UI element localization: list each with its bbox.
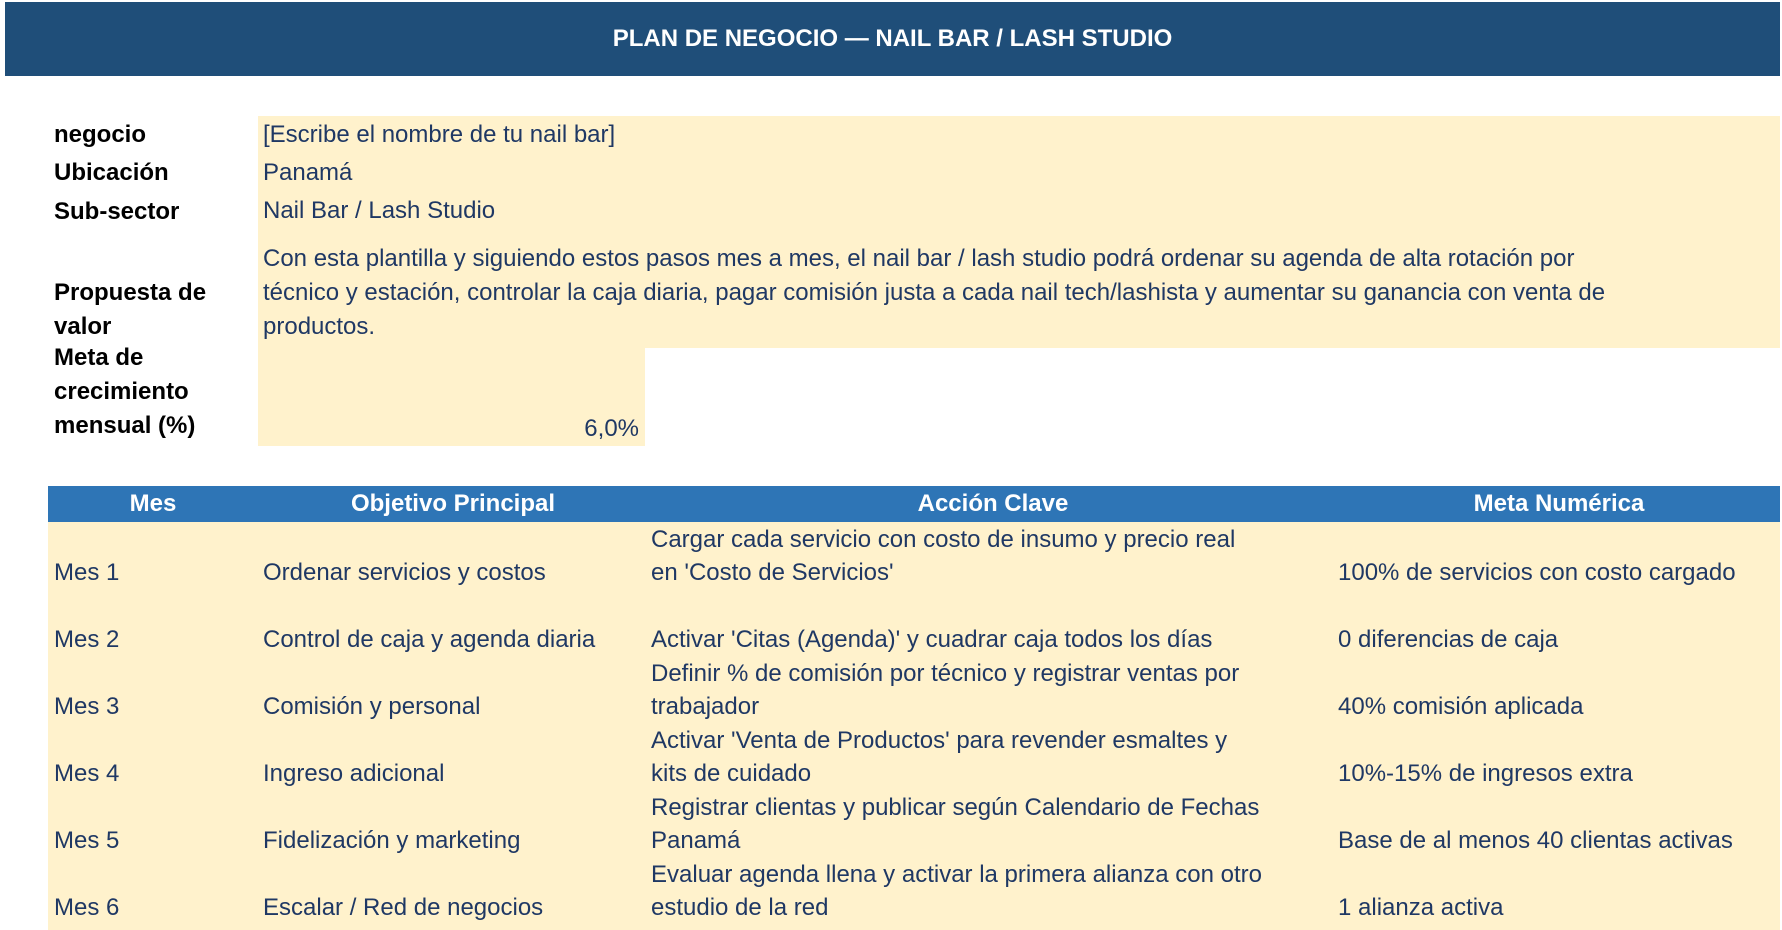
header-meta: Meta Numérica [1473,490,1645,517]
cell-objetivo[interactable] [263,790,643,857]
cell-mes-text: Mes 1 [54,559,120,586]
cell-objetivo-text: Fidelización y marketing [263,827,521,854]
table-row [48,857,1780,924]
cell-meta-text: Base de al menos 40 clientas activas [1338,827,1733,854]
cell-accion-line: Cargar cada servicio con costo de insumo y precio real [651,526,1236,553]
cell-mes-text: Mes 4 [54,760,120,787]
meta-crecimiento-input[interactable] [258,348,645,446]
negocio-value: [Escribe el nombre de tu nail bar] [263,121,616,148]
cell-accion[interactable] [651,522,1341,589]
cell-mes-text: Mes 6 [54,894,120,921]
cell-accion-line: Activar 'Venta de Productos' para revender esmaltes y [651,727,1228,754]
cell-objetivo[interactable] [263,857,643,924]
cell-objetivo[interactable] [263,522,643,589]
cell-mes[interactable] [54,857,254,924]
subsector-label: Sub-sector [54,198,180,225]
cell-meta[interactable] [1338,723,1778,790]
page-title-text: PLAN DE NEGOCIO — NAIL BAR / LASH STUDIO [612,25,1173,52]
cell-mes-text: Mes 2 [54,626,120,653]
cell-accion-line: estudio de la red [651,894,829,921]
cell-objetivo[interactable] [263,723,643,790]
cell-objetivo-text: Ingreso adicional [263,760,445,787]
cell-meta[interactable] [1338,790,1778,857]
cell-accion-line: en 'Costo de Servicios' [651,559,894,586]
propuesta-label [54,276,206,344]
cell-meta[interactable] [1338,522,1778,589]
cell-meta[interactable] [1338,857,1778,924]
propuesta-line: Con esta plantilla y siguiendo estos pasos mes a mes, el nail bar / lash studio podrá ordenar su agenda de alta rotación por [263,245,1575,272]
propuesta-input[interactable] [258,242,1780,348]
propuesta-label-line: valor [54,313,112,340]
cell-accion[interactable] [651,857,1341,924]
cell-accion-line: trabajador [651,693,760,720]
meta-label-line: mensual (%) [54,412,196,439]
meta-crecimiento-value: 6,0% [584,415,639,442]
cell-objetivo-text: Comisión y personal [263,693,481,720]
cell-meta-text: 100% de servicios con costo cargado [1338,559,1736,586]
meta-label-line: Meta de [54,344,144,371]
cell-mes[interactable] [54,522,254,589]
table-row [48,589,1780,656]
negocio-input[interactable] [258,116,1780,154]
plan-table [48,522,1780,930]
table-row [48,723,1780,790]
meta-crecimiento-label [54,341,195,443]
meta-label-line: crecimiento [54,378,189,405]
ubicacion-input[interactable] [258,154,1780,192]
table-row [48,656,1780,723]
cell-accion[interactable] [651,656,1341,723]
cell-meta-text: 10%-15% de ingresos extra [1338,760,1633,787]
plan-table-header [48,486,1780,522]
ubicacion-value: Panamá [263,159,353,186]
cell-mes-text: Mes 3 [54,693,120,720]
ubicacion-label: Ubicación [54,159,169,186]
cell-meta-text: 0 diferencias de caja [1338,626,1559,653]
cell-accion-line: Registrar clientas y publicar según Calendario de Fechas [651,794,1260,821]
cell-meta[interactable] [1338,589,1778,656]
page-title [5,2,1780,76]
propuesta-label-line: Propuesta de [54,279,207,306]
cell-mes[interactable] [54,723,254,790]
cell-accion-line: Activar 'Citas (Agenda)' y cuadrar caja todos los días [651,626,1213,653]
propuesta-line: técnico y estación, controlar la caja diaria, pagar comisión justa a cada nail tech/lashista y aumentar su ganancia con venta de [263,279,1606,306]
cell-objetivo[interactable] [263,589,643,656]
cell-objetivo-text: Escalar / Red de negocios [263,894,544,921]
cell-objetivo-text: Control de caja y agenda diaria [263,626,596,653]
cell-accion-line: Evaluar agenda llena y activar la primera alianza con otro [651,861,1263,888]
cell-accion[interactable] [651,723,1341,790]
header-objetivo: Objetivo Principal [350,490,556,517]
cell-mes[interactable] [54,790,254,857]
subsector-value: Nail Bar / Lash Studio [263,197,496,224]
cell-mes-text: Mes 5 [54,827,120,854]
cell-meta-text: 1 alianza activa [1338,894,1504,921]
table-row [48,790,1780,857]
header-mes: Mes [129,490,177,517]
cell-accion-line: Panamá [651,827,741,854]
negocio-label: negocio [54,121,147,148]
cell-accion[interactable] [651,589,1341,656]
cell-accion-line: Definir % de comisión por técnico y registrar ventas por [651,660,1240,687]
table-row [48,522,1780,589]
cell-meta-text: 40% comisión aplicada [1338,693,1584,720]
cell-mes[interactable] [54,589,254,656]
header-accion: Acción Clave [917,490,1069,517]
cell-accion-line: kits de cuidado [651,760,812,787]
cell-objetivo-text: Ordenar servicios y costos [263,559,546,586]
cell-accion[interactable] [651,790,1341,857]
subsector-input[interactable] [258,192,1780,242]
cell-mes[interactable] [54,656,254,723]
cell-meta[interactable] [1338,656,1778,723]
propuesta-line: productos. [263,313,376,340]
cell-objetivo[interactable] [263,656,643,723]
